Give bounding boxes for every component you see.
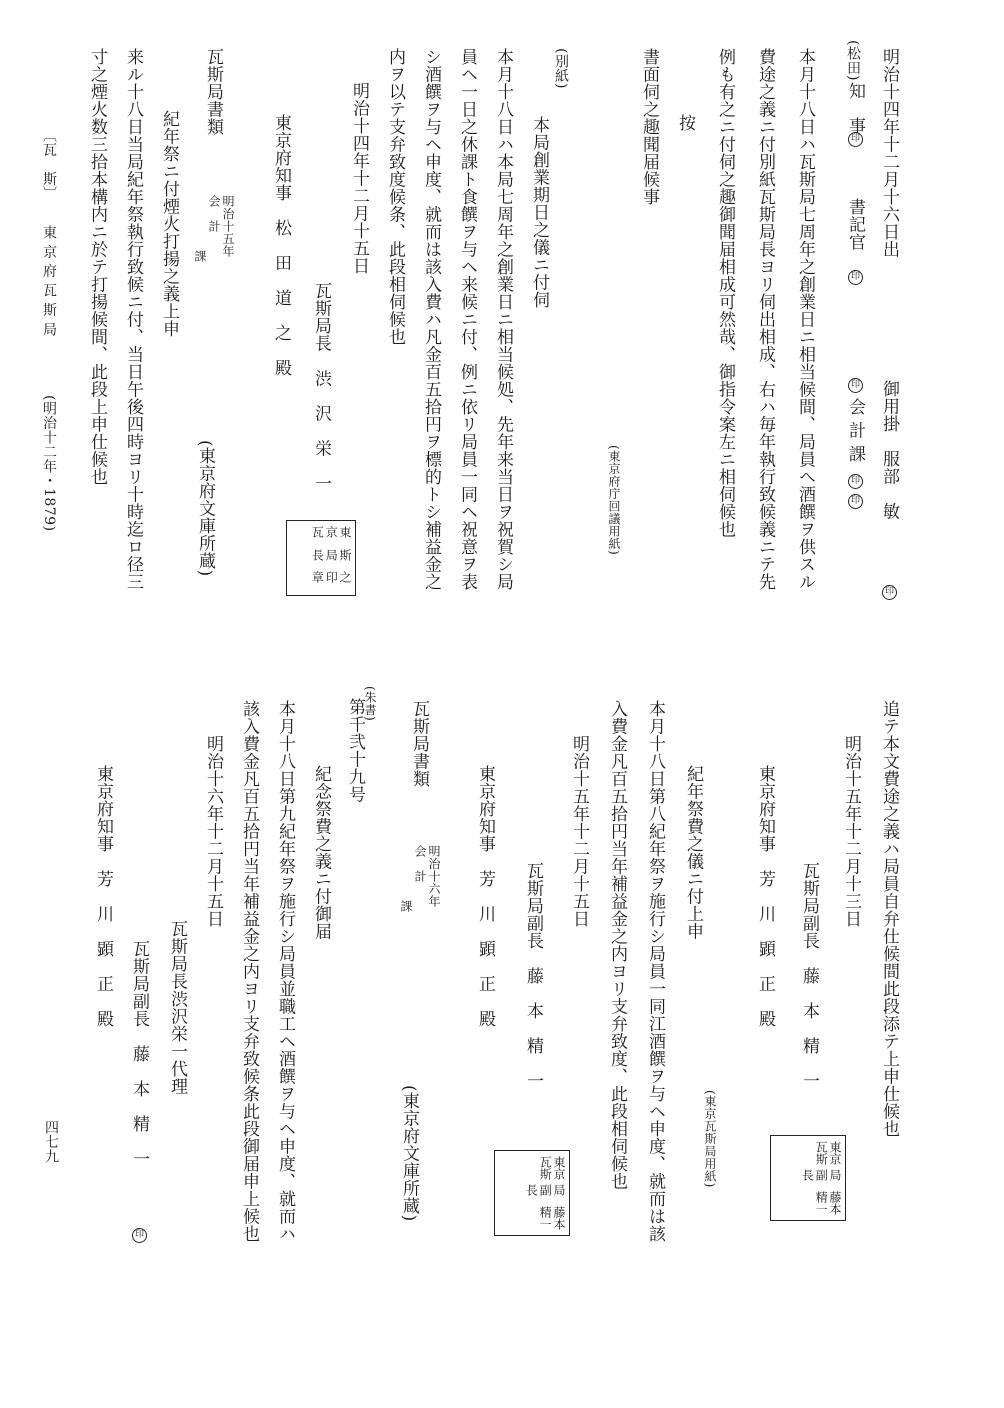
seal-line: 局副長 xyxy=(524,1184,566,1196)
seal-line: 東京瓦斯 xyxy=(538,1156,566,1180)
date-out: 明治十四年十二月十六日出 xyxy=(879,48,899,258)
archive-note-1: (東京府文庫所蔵) xyxy=(195,440,215,577)
kinensai-line-1: 来ル十八日当局紀年祭執行致候ニ付、当日午後四時ヨリ十時迄ロ径三 xyxy=(123,48,143,591)
seal-line: 之印章 xyxy=(310,571,352,584)
fukukyokucho-signature-2: 瓦斯局副長 藤 本 精 一 xyxy=(523,862,543,1090)
footer-org: 東 京 府 瓦 斯 局 xyxy=(41,225,57,337)
kinenhi-line-1: 本月十八日第九紀年祭ヲ施行シ局員並職工ヘ酒饌ヲ与ヘ申度、就而ハ xyxy=(275,700,295,1243)
stamp-icon: 印 xyxy=(848,474,863,489)
matsuda-note: (松田) xyxy=(845,40,861,81)
archive-note-2: (東京府文庫所蔵) xyxy=(399,1085,419,1222)
shorui-1-kaikei: 会 計 xyxy=(207,195,221,233)
stamp-icon: 印 xyxy=(848,270,863,285)
addressee-2: 東京府知事 芳 川 顕 正 殿 xyxy=(755,765,775,1028)
document-number: 第千弐十九号 xyxy=(345,698,365,803)
chiji-label: 知 事 xyxy=(845,82,865,135)
addressee-3: 東京府知事 芳 川 顕 正 殿 xyxy=(475,765,495,1028)
stamp-icon: 印 xyxy=(882,585,897,600)
paper-note-2: (東京瓦斯局用紙) xyxy=(703,1090,717,1188)
kinensaihi-line-1: 本月十八日第八紀年祭ヲ施行シ局員一同江酒饌ヲ与ヘ申度、就而は該 xyxy=(645,700,665,1243)
seal-line: 斯局長 xyxy=(310,548,352,561)
body-line-2: 費途之義ニ付別紙瓦斯局長ヨリ伺出相成、右ハ毎年執行致候義ニテ先 xyxy=(755,48,775,591)
date-4: 明治十五年十二月十五日 xyxy=(569,735,589,928)
seal-line: 局副長 xyxy=(800,1169,842,1181)
footer-year: (明治十二年・1879) xyxy=(41,395,57,532)
an-label: 按 xyxy=(675,114,695,132)
kaikeika-label: 会 計 課 xyxy=(845,398,865,463)
shorui-1-ka: 課 xyxy=(193,250,207,263)
kinensai-line-2: 寸之煙火数三拾本構内ニ於テ打揚候間、此段上申仕候也 xyxy=(87,48,107,486)
betsushi-heading: 本局創業期日之儀ニ付伺 xyxy=(529,116,549,309)
shorui-1: 瓦斯局書類 xyxy=(203,48,223,136)
date-2: 明治十四年十二月十五日 xyxy=(349,82,369,275)
stamp-icon: 印 xyxy=(848,378,863,393)
shorui-2-kaikei: 会 計 xyxy=(413,845,427,883)
date-5: 明治十六年十二月十五日 xyxy=(203,735,223,928)
fukukyokucho-seal-2 xyxy=(494,1150,570,1236)
kinensai-heading: 紀年祭ニ付煙火打揚之義上申 xyxy=(159,110,179,338)
shokikan-label: 書記官 xyxy=(845,198,865,251)
seal-line: 藤本精一 xyxy=(538,1206,566,1230)
seal-line: 東京瓦斯 xyxy=(814,1141,842,1165)
betsushi-line-3: シ酒饌ヲ与ヘ申度、就而は該入費ハ凡金百五拾円ヲ標的トシ補益金之 xyxy=(421,48,441,591)
kinensaihi-heading: 紀年祭費之儀ニ付上申 xyxy=(683,765,703,940)
footer-tag: 〔瓦 斯〕 xyxy=(41,128,57,201)
stamp-icon: 印 xyxy=(848,132,863,147)
seal-line: 藤本精一 xyxy=(814,1191,842,1215)
shomen-text: 書面伺之趣聞届候事 xyxy=(639,48,659,206)
shusho-note: (朱書) xyxy=(363,686,377,722)
kyokucho-seal xyxy=(286,520,356,596)
goyogakari-official: 御用掛 服部 敏 xyxy=(879,380,899,520)
betsushi-label: (別紙) xyxy=(553,48,569,89)
betsushi-line-1: 本月十八日ハ本局七周年之創業日ニ相当候処、先年来当日ヲ祝賀シ局 xyxy=(493,48,513,591)
betsushi-line-4: 内ヲ以テ支弁致度候条、此段相伺候也 xyxy=(385,48,405,346)
addressee-4: 東京府知事 芳 川 顕 正 殿 xyxy=(93,765,113,1028)
fukukyokucho-seal-1 xyxy=(770,1135,846,1221)
kyokucho-signature: 瓦斯局長 渋 沢 栄 一 xyxy=(311,282,331,492)
paper-note: (東京府庁回議用紙) xyxy=(607,445,621,556)
shorui-2: 瓦斯局書類 xyxy=(409,700,429,788)
body-line-1: 本月十八日ハ瓦斯局七周年之創業日ニ相当候間、局員へ酒饌ヲ供スル xyxy=(795,48,815,591)
seal-line: 東京瓦 xyxy=(310,526,352,538)
daiari-signature: 瓦斯局長渋沢栄一代理 xyxy=(167,920,187,1095)
kinenhi-heading: 紀念祭費之義ニ付御届 xyxy=(311,765,331,940)
stamp-icon: 印 xyxy=(132,1228,147,1243)
oite-note: 追テ本文費途之義ハ局員自弁仕候間此段添テ上申仕候也 xyxy=(879,700,899,1138)
fukukyokucho-signature-3: 瓦斯局副長 藤 本 精 一 xyxy=(129,940,149,1168)
body-line-3: 例も有之ニ付伺之趣御聞届相成可然哉、御指令案左ニ相伺候也 xyxy=(715,48,735,538)
fukukyokucho-signature-1: 瓦斯局副長 藤 本 精 一 xyxy=(799,862,819,1090)
shorui-1-year: 明治十五年 xyxy=(221,195,235,258)
betsushi-line-2: 員ヘ一日之休課ト食饌ヲ与ヘ来候ニ付、例ニ依リ局員一同ヘ祝意ヲ表 xyxy=(457,48,477,591)
kinensaihi-line-2: 入費金凡百五拾円当年補益金之内ヨリ支弁致度、此段相伺候也 xyxy=(607,700,627,1190)
page-number: 四七九 xyxy=(43,1120,59,1164)
shorui-2-year: 明治十六年 xyxy=(427,845,441,908)
date-3: 明治十五年十二月十三日 xyxy=(841,735,861,928)
stamp-icon: 印 xyxy=(848,494,863,509)
shorui-2-ka: 課 xyxy=(399,900,413,913)
kinenhi-line-2: 該入費金凡百五拾円当年補益金之内ヨリ支弁致候条此段御届申上候也 xyxy=(239,700,259,1243)
addressee-1: 東京府知事 松 田 道 之 殿 xyxy=(271,114,291,377)
